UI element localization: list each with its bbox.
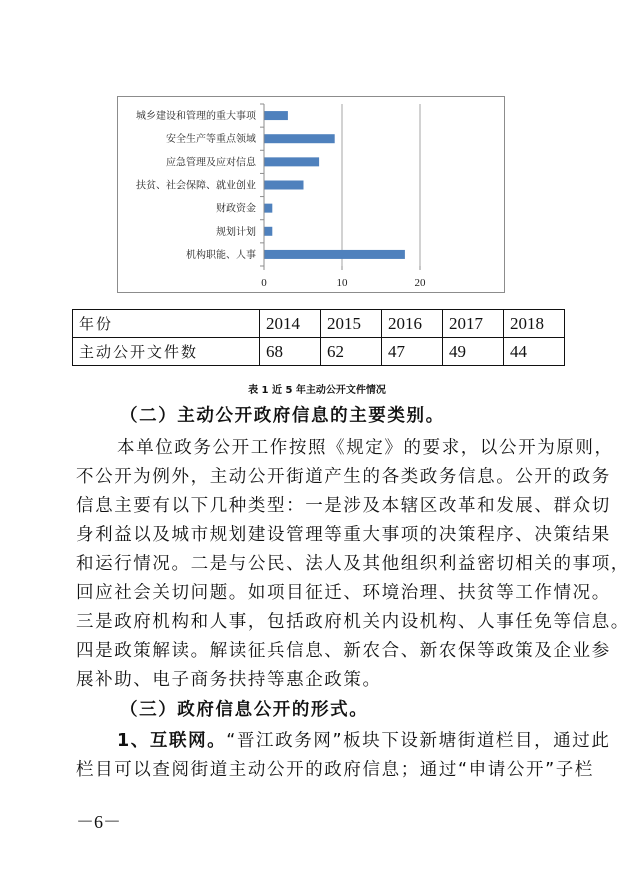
year-cell: 2018 (504, 310, 565, 338)
header-label-cell: 年份 (73, 310, 260, 338)
paragraph-line: 本单位政务公开工作按照《规定》的要求，以公开为原则， (117, 438, 614, 458)
category-label: 规划计划 (216, 226, 256, 238)
paragraph-line: 栏目可以查阅街道主动公开的政府信息；通过“申请公开”子栏 (76, 760, 594, 780)
paragraph-line: 身利益以及城市规划建设管理等重大事项的决策程序、决策结果 (76, 525, 611, 545)
value-cell: 49 (443, 338, 504, 366)
value-cell: 44 (504, 338, 565, 366)
table-header-row (73, 310, 565, 338)
category-label: 扶贫、社会保障、就业创业 (136, 180, 256, 192)
x-tick-label: 10 (336, 277, 348, 289)
paragraph-line: 展补助、电子商务扶持等惠企政策。 (76, 670, 382, 690)
paragraph-line: 三是政府机构和人事，包括政府机关内设机构、人事任免等信息。 (76, 612, 630, 632)
paragraph-line: 回应社会关切问题。如项目征迁、环境治理、扶贫等工作情况。 (76, 583, 611, 603)
x-tick-label: 20 (414, 277, 426, 289)
year-cell: 2014 (260, 310, 321, 338)
table-caption: 表 1 近 5 年主动公开文件情况 (248, 385, 386, 396)
bar (265, 181, 304, 190)
bar (265, 111, 288, 120)
section-3-heading: （三）政府信息公开的形式。 (120, 700, 369, 720)
category-bar-chart (117, 96, 505, 293)
section-2-heading: （二）主动公开政府信息的主要类别。 (120, 406, 445, 426)
bar (265, 227, 273, 236)
category-label: 机构职能、人事 (186, 249, 256, 261)
paragraph-line: 不公开为例外，主动公开街道产生的各类政务信息。公开的政务 (76, 467, 611, 487)
item-1-label: 1、互联网。 (117, 731, 227, 751)
paragraph-line: 信息主要有以下几种类型：一是涉及本辖区改革和发展、群众切 (76, 496, 611, 516)
bar (265, 157, 320, 166)
year-cell: 2015 (321, 310, 382, 338)
row-label-cell: 主动公开文件数 (73, 338, 260, 366)
x-tick-label: 0 (261, 277, 267, 289)
value-cell: 68 (260, 338, 321, 366)
paragraph-line: 和运行情况。二是与公民、法人及其他组织利益密切相关的事项， (76, 554, 630, 574)
category-label: 城乡建设和管理的重大事项 (136, 111, 256, 123)
paragraph-line: 四是政策解读。解读征兵信息、新农合、新农保等政策及企业参 (76, 641, 611, 661)
bar (265, 204, 273, 213)
paragraph-line (117, 727, 611, 752)
bar (265, 250, 405, 259)
category-label: 安全生产等重点领域 (166, 134, 256, 146)
category-label: 应急管理及应对信息 (166, 157, 256, 169)
table-row (73, 338, 565, 366)
year-cell: 2016 (382, 310, 443, 338)
category-label: 财政资金 (216, 203, 256, 215)
year-cell: 2017 (443, 310, 504, 338)
item-1-text: “晋江政务网”板块下设新塘街道栏目，通过此 (226, 731, 611, 751)
value-cell: 62 (321, 338, 382, 366)
bar (265, 134, 335, 143)
value-cell: 47 (382, 338, 443, 366)
chart-svg (118, 97, 506, 294)
yearly-files-table (72, 309, 565, 366)
page-number: －6－ (76, 812, 121, 832)
